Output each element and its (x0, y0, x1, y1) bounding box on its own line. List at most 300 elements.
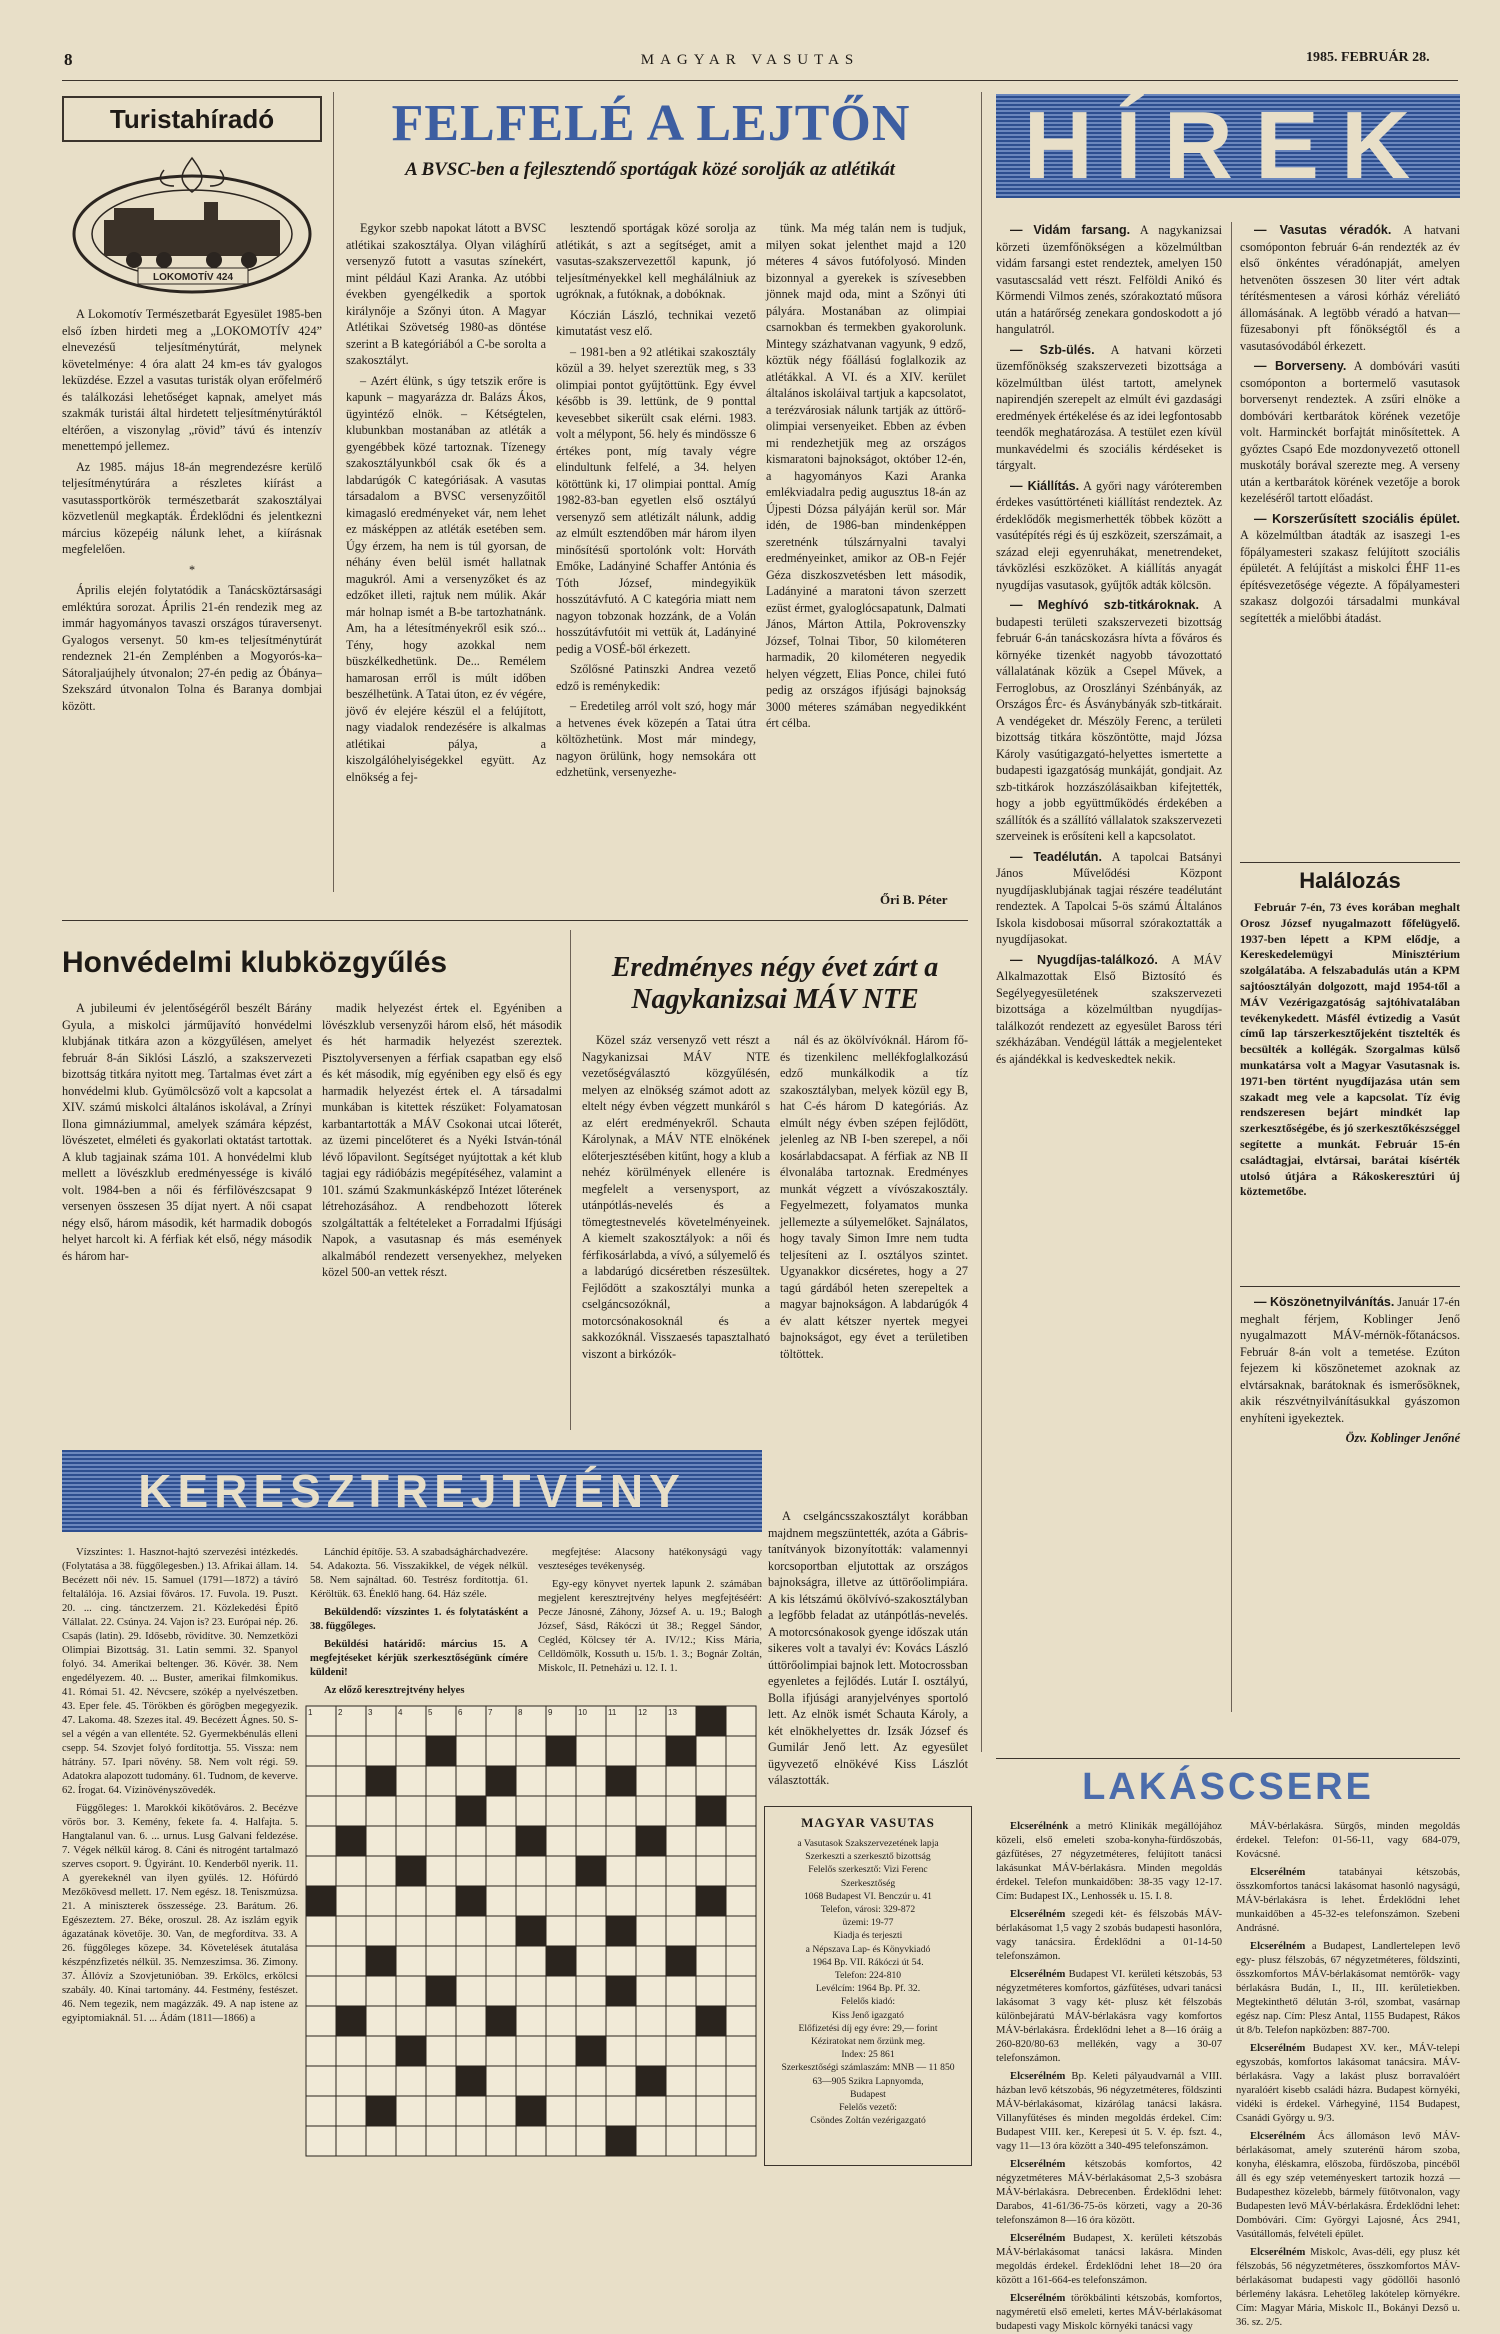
crossword-cell[interactable] (726, 2006, 756, 2036)
crossword-cell[interactable] (726, 1706, 756, 1736)
crossword-grid-svg[interactable] (306, 1706, 756, 2156)
crossword-cell[interactable] (396, 1946, 426, 1976)
crossword-cell[interactable] (456, 1976, 486, 2006)
crossword-cell[interactable] (606, 2096, 636, 2126)
crossword-cell[interactable] (306, 1766, 336, 1796)
crossword-clue-text: Lánchíd építője. 53. A szabadsághárchadvezére. 54. Adakozta. 56. Visszakikkel, de végek nélkül. 58. Nem sajnáltad. 60. Testrész fordítottja. 61. Kéröltük. 63. Éneklő hang. 64. Ház széle. (310, 1547, 528, 1600)
crossword-cell[interactable] (426, 2066, 456, 2096)
crossword-black-cell (696, 1796, 726, 1826)
crossword-cell[interactable] (396, 1886, 426, 1916)
felfele-subtitle: A BVSC-ben a fejlesztendő sportágak közé sorolják az atlétikát (405, 159, 895, 180)
news-title: — Nyugdíjas-találkozó. (1010, 952, 1158, 967)
felfele-paragraph: tünk. Ma még talán nem is tudjuk, milyen sokat jelenthet majd a 120 méteres 4 sávos futófolyosó. Minden bizonnyal a gyerekek is szívesebben jönnek majd oda, mint a Szőnyi úti pályára. Mostanában az olimpiai csarnokban és termekben gyakorolunk. Mintegy százhatvanan vagyunk, 9 edző, köztük négy főállású foglalkozik az atlétákkal. A VI. és a XIV. kerület általános iskoláival tartjuk a kapcsolatot, a terézvárosiak nálunk tartják az úttörő-olimpiai versenyeiket. Ebben az évben mi rendezhetjük meg az országos kismaratoni bajnokságot, október 12-én, a hagyományos Kazi Aranka emlékviadalra pedig augusztus 18-án az Újpesti Dózsa pályáján kerül sor. Már idén, de 1986-ban mindenképpen szeretnénk túlszárnyalni tavalyi eredményeinket, amikor az OB-n Fejér Géza diszkoszvetésben lett második, Ladányiné a maratoni távon szerzett ezüst érmet, gyaloglócsapatunk, Dalmati János, Márton Attila, Pokrovenszky József, Tolnai Tibor, 50 kilométeren harmadik, 20 kilométeren negyedik helyen végzett, Elias Ponce, chilei futó pedig az országos ifjúsági bajnokság 3000 méteres számában negyedikként ért célba. (766, 221, 966, 730)
crossword-clues-1 (62, 1546, 298, 2166)
crossword-black-cell (456, 1796, 486, 1826)
eredmenyes-text: Közel száz versenyző vett részt a Nagykanizsai MÁV NTE vezetőségválasztó közgyűlésén, melyen az elnökség számot adott az eltelt négy évben végzett munkáról s az elért eredményekről. Schauta Károlynak, a MÁV NTE elnökének előterjesztésében kitűnt, hogy a klub a nehéz körülmények ellenére is megfelelt a versenysport, az utánpótlás-nevelés és a tömegtestnevelés követelményeinek. A kiemelt szakosztályok: a női és férfikosárlabda, a vívó, a súlyemelő és a labdarúgó dicséretben részesültek. Fejlődött a szakosztályi munka a cselgáncsozóknál, a motorcsónakosoknál és a sakkozóknál. Visszaesés tapasztalható viszont a birkózók- (582, 1033, 770, 1361)
crossword-cell[interactable] (456, 1946, 486, 1976)
felfele-author: Őri B. Péter (880, 892, 948, 907)
crossword-cell[interactable] (546, 2006, 576, 2036)
crossword-cell[interactable] (726, 1946, 756, 1976)
impresszum-line: Index: 25 861 (841, 2049, 895, 2061)
crossword-grid[interactable] (306, 1706, 756, 2161)
crossword-cell-number: 6 (458, 1708, 463, 1717)
crossword-cell[interactable] (546, 2096, 576, 2126)
impresszum-box (764, 1806, 972, 2166)
crossword-black-cell (456, 1886, 486, 1916)
turista-title-box (62, 96, 322, 142)
crossword-cell-number: 5 (428, 1708, 433, 1717)
impresszum-line: 1068 Budapest VI. Benczúr u. 41 (804, 1890, 932, 1902)
impresszum-line: üzemi: 19-77 (842, 1917, 894, 1929)
crossword-cell[interactable] (486, 1856, 516, 1886)
crossword-black-cell (426, 1976, 456, 2006)
crossword-cell[interactable] (366, 1736, 396, 1766)
crossword-cell[interactable] (606, 2036, 636, 2066)
crossword-cell[interactable] (456, 2126, 486, 2156)
crossword-black-cell (576, 2036, 606, 2066)
crossword-cell[interactable] (456, 1856, 486, 1886)
crossword-cell[interactable] (666, 2126, 696, 2156)
crossword-cell[interactable] (726, 1826, 756, 1856)
crossword-cell[interactable] (336, 2126, 366, 2156)
crossword-cell[interactable] (606, 1856, 636, 1886)
impresszum-line: Kiadja és terjeszti (833, 1930, 903, 1942)
crossword-cell[interactable] (336, 1976, 366, 2006)
hirek-title: HÍREK (1023, 92, 1433, 199)
crossword-cell[interactable] (606, 2006, 636, 2036)
crossword-cell[interactable] (306, 1946, 336, 1976)
honvedelmi-text: madik helyezést értek el. Egyéniben a lövészklub versenyzői három első, hét második és hét harmadik helyezést szereztek. Pisztolyversenyen a férfiak csapatban egy első és két második, míg egyéniben egy első és egy harmadik helyezést értek el. A társadalmi munkában is kitettek részüket: Folyamatosan karbantartották a MÁV Csokonai utcai lőterét, az üzemi pincelőteret és a Nyéki István-tónál lévő lőpavilont. Segítséget nyújtottak a két klub tagjai egy rádióbázis megépítéséhez, valamint a 101. számú Szakmunkásképző Intézet lőterének létrehozásához. A rendbehozott lőterek szolgáltatták a feltételeket a Forradalmi Ifjúsági Napok, a vasutasnap és más események alkalmából rendezett versenyekhez, melyeken közel 500-an vettek részt. (322, 1001, 562, 1279)
crossword-cell[interactable] (636, 1766, 666, 1796)
impresszum-line: Felelős vezető: (839, 2102, 897, 2114)
crossword-cell[interactable] (516, 2006, 546, 2036)
crossword-cell-number: 2 (338, 1708, 343, 1717)
crossword-cell[interactable] (576, 1886, 606, 1916)
crossword-cell[interactable] (486, 1946, 516, 1976)
eredmenyes-text: A cselgáncsszakosztályt korábban majdnem megszüntették, azóta a Gábris-tanítványok bizonyították: valamennyi korcsoportban eljutottak az országos bajnokságra, illetve az úttörőolimpiára. A kis létszámú ökölvívó-szakosztályban a legfőbb feladat az utánpótlás-nevelés. A motorcsónakosok gyenge időszak után sikeres volt a tavalyi év: Kovács László úttörőolimpiai bajnok lett. Motocrossban egyenletes a fejlődés. Lutár I. osztályú, Bolla ifjúsági aranyjelvényes sportoló lett. Az elnök ismét Schauta Károly, a két elnökhelyettes dr. Izsák József és Gumilár Jenő lett. Az egyesület ügyvezető elnökévé Kiss Lászlót választották. (768, 1509, 968, 1787)
ad-head: Elcserélném (1250, 2131, 1306, 2142)
crossword-black-cell (606, 1976, 636, 2006)
crossword-cell[interactable] (336, 2036, 366, 2066)
crossword-cell[interactable] (606, 1796, 636, 1826)
crossword-cell[interactable] (516, 1856, 546, 1886)
felfele-paragraph: – Eredetileg arról volt szó, hogy már a hetvenes évek közepén a Tatai útra költözhetünk. Most már mindegy, nagyon örülünk, hogy nemsokára ott edzhetünk, versenyezhe- (556, 699, 756, 779)
felfele-column-3 (766, 220, 966, 880)
crossword-cell[interactable] (306, 2096, 336, 2126)
crossword-cell[interactable] (426, 1796, 456, 1826)
crossword-cell[interactable] (396, 1826, 426, 1856)
crossword-cell[interactable] (546, 2066, 576, 2096)
crossword-cell[interactable] (576, 2066, 606, 2096)
impresszum-line: a Népszava Lap- és Könyvkiadó (805, 1943, 931, 1955)
crossword-cell[interactable] (366, 2066, 396, 2096)
crossword-cell[interactable] (516, 1976, 546, 2006)
lakascsere-column-2 (1236, 1820, 1460, 2328)
crossword-cell[interactable] (366, 1796, 396, 1826)
crossword-black-cell (666, 1736, 696, 1766)
felfele-paragraph: – Azért élünk, s úgy tetszik erőre is kapunk – magyarázza dr. Balázs Ákos, ügyintéző elnök. – Kétségtelen, klubunkban mostanában az atléták a gyengébbek közé tartoznak. Tízenegy szakosztályunkból csak ők és a labdarúgók C kategóriásak. A vasutas társadalom a BVSC versenyzőitől kimagasló eredményeket vár, nem lehet ez másképpen az atléták esetében sem. Úgy érzem, ha nem is túl gyorsan, de néhány éven belül ismét hallatnak magukról. Ami a versenyzőket és az edzőket illeti, rajtuk nem múlik. Akár már holnap ismét a B-be tartozhatnánk. Am, ha a létesítményekről esik szó... Tény, hogy azokkal nem büszkélkedhetünk. De... Remélem hamarosan erről is múlt időben beszélhetünk. A Tatai úton, ez év végére, jövő év elejére készül el a felújított, nagy viadalok rendezésére is alkalmas atlétikai pálya, a kiszolgálóhelyiségekkel együtt. Az elnökség a fej- (346, 373, 546, 784)
crossword-cell[interactable] (696, 2096, 726, 2126)
news-title: — Szb-ülés. (1010, 342, 1095, 357)
news-text: A tapolcai Batsányi János Művelődési Központ nyugdíjasklubjának tagjai részére teadélutánt rendeztek. A Tapolcai 5-ös számú Általános Iskola kisdobosai műsorral szórakoztatták a nyugdíjasokat. (996, 849, 1222, 946)
crossword-cell[interactable] (636, 1886, 666, 1916)
crossword-cell[interactable] (486, 2066, 516, 2096)
ad-text: MÁV-bérlakásra. Sürgős, minden megoldás érdekel. Telefon: 01-56-11, vagy 684-079, Kovácsné. (1236, 1821, 1460, 1860)
crossword-cell[interactable] (366, 1826, 396, 1856)
crossword-prev-solution: Az előző keresztrejtvény helyes (324, 1685, 465, 1696)
crossword-black-cell (426, 1736, 456, 1766)
crossword-cell[interactable] (636, 1856, 666, 1886)
crossword-cell[interactable] (726, 1766, 756, 1796)
crossword-black-cell (606, 1916, 636, 1946)
crossword-cell[interactable] (396, 2066, 426, 2096)
news-title: — Köszönetnyilvánítás. (1254, 1295, 1395, 1309)
hirek-column-2 (1240, 222, 1460, 862)
ad-head: Elcserélném (1010, 2233, 1066, 2244)
crossword-cell[interactable] (396, 1916, 426, 1946)
crossword-cell[interactable] (426, 1766, 456, 1796)
honvedelmi-text: A jubileumi év jelentőségéről beszélt Bárány Gyula, a miskolci járműjavító honvédelmi klubjának titkára azon a közgyűlésen, amelyet február 8-án Siklósi László, a szakszervezeti bizottság titkára nyitott meg. Tartalmas évet zárt a honvédelmi klub. Gyümölcsöző volt a kapcsolat a XIV. számú miskolci általános iskolával, a Zrínyi Ilona gimnáziummal, amelyek számára képzést, lövészetet, elméleti és gyakorlati oktatást tartottak. A klub tagjainak száma 101. A honvédelmi klub mellett a lövészklub eredményessége is kiváló volt. 1984-ben a női és férfilövészcsapat 9 versenyen összesen 35 díjat nyert. A női csapat négy első, három második, két harmadik dobogós helyet harcolt ki. A férfiak két első, négy második és három har- (62, 1001, 312, 1263)
crossword-cell[interactable] (516, 1766, 546, 1796)
crossword-cell[interactable] (606, 1736, 636, 1766)
section-rule (1240, 1286, 1460, 1287)
crossword-cell[interactable] (456, 1826, 486, 1856)
crossword-black-cell (546, 1946, 576, 1976)
crossword-cell[interactable] (546, 1826, 576, 1856)
crossword-cell[interactable] (396, 2096, 426, 2126)
crossword-cell[interactable] (726, 1856, 756, 1886)
crossword-cell[interactable] (666, 2036, 696, 2066)
crossword-cell-number: 7 (488, 1708, 493, 1717)
crossword-black-cell (306, 1886, 336, 1916)
crossword-cell[interactable] (636, 1916, 666, 1946)
news-title: — Vidám farsang. (1010, 223, 1131, 237)
crossword-black-cell (366, 1946, 396, 1976)
issue-date: 1985. FEBRUÁR 28. (1306, 50, 1430, 65)
crossword-cell[interactable] (516, 2036, 546, 2066)
crossword-black-cell (666, 1946, 696, 1976)
ad-head: Elcserélném (1010, 1969, 1066, 1980)
crossword-cell[interactable] (636, 1976, 666, 2006)
crossword-black-cell (696, 1886, 726, 1916)
turista-paragraph: A Lokomotív Természetbarát Egyesület 1985-ben első ízben hirdeti meg a „LOKOMOTÍV 424” elnevezésű teljesítménytúrát, melynek követelménye: 4 óra alatt 24 km-es táv gyalogos leküzdése. Ezzel a vasutas turisták olyan erőfelmérő és találkozási lehetőséget kapnak, amelyet más szakmák turistái által hirdetett teljesítménytúráktól eltérően, a viszonylag „rövid” távú és intenzív menettempó jellemez. (62, 307, 322, 453)
crossword-cell[interactable] (606, 2066, 636, 2096)
crossword-cell[interactable] (336, 1766, 366, 1796)
crossword-cell[interactable] (366, 2126, 396, 2156)
crossword-cell[interactable] (636, 2006, 666, 2036)
koszonet-signature: Özv. Koblinger Jenőné (1345, 1431, 1460, 1445)
crossword-cell[interactable] (456, 2096, 486, 2126)
impresszum-line: Kéziratokat nem őrzünk meg. (810, 2036, 925, 2048)
crossword-cell[interactable] (546, 1796, 576, 1826)
crossword-cell[interactable] (336, 1886, 366, 1916)
crossword-black-cell (336, 2006, 366, 2036)
crossword-cell[interactable] (606, 1886, 636, 1916)
ad-head: Elcserélném (1010, 2071, 1066, 2082)
impresszum-line: Szerkeszti a szerkesztő bizottság (805, 1851, 931, 1863)
ad-head: Elcserélném (1250, 1867, 1306, 1878)
crossword-cell[interactable] (576, 2126, 606, 2156)
crossword-cell[interactable] (336, 1736, 366, 1766)
ad-text: a Budapest, Landlertelepen levő egy- plusz félszobás, 67 négyzetméteres, földszinti, összkomfortos MÁV-bérlakásomat nemtörők- vagy bérlakásra Budán, I., II., III. kerületiekben. Megtekinthető délután 3-ról, szombat, vasárnap egész nap. Cím: Plesz Antal, 1155 Budapest, Rákos út 8/b. Telefon napközben: 887-700. (1236, 1941, 1460, 2036)
crossword-instruction: Beküldendő: vízszintes 1. és folytatásként a 38. függőleges. (310, 1607, 528, 1632)
crossword-cell[interactable] (306, 2036, 336, 2066)
crossword-cell[interactable] (636, 2096, 666, 2126)
crossword-cell[interactable] (486, 1796, 516, 1826)
crossword-cell[interactable] (696, 1736, 726, 1766)
crossword-cell[interactable] (666, 1856, 696, 1886)
crossword-cell[interactable] (696, 2126, 726, 2156)
impresszum-line: Csöndes Zoltán vezérigazgató (810, 2115, 926, 2127)
honvedelmi-column-1 (62, 1000, 312, 1432)
felfele-paragraph: – 1981-ben a 92 atlétikai szakosztály közül a 39. helyet szereztük meg, s 33 olimpiai pontot gyűjtöttünk. Egy évvel később is 39. lettünk, de 9 ponttal kevesebbet sikerült csak elérni. 1983. volt a mélypont, 56. hely és mindössze 6 értékes pont, míg tavaly végre elindultunk felfelé, a 34. helyen kötöttünk ki, 17 olimpiai ponttal. Amíg 1982-83-ban egyetlen első osztályú versenyző sem atlétizált nálunk, addig az elmúlt esztendőben már három ilyen minősítésű sportolónk volt: Horváth Emőke, Ladányiné Schaffer Antónia és Tóth József, mindegyikük hosszútávfutó. A C kategória miatt nem nagyon tobzonak hozzánk, de a Volán hosszútávfutóit mi vettük át, Ladányiné pedig a VOSÉ-ből érkezett. (556, 344, 756, 656)
impresszum-line: Szerkesztőség (840, 1877, 896, 1889)
crossword-cell[interactable] (306, 1916, 336, 1946)
crossword-cell[interactable] (396, 1976, 426, 2006)
crossword-cell[interactable] (636, 2036, 666, 2066)
crossword-cell[interactable] (306, 2006, 336, 2036)
crossword-cell[interactable] (696, 1766, 726, 1796)
crossword-cell[interactable] (306, 2126, 336, 2156)
crossword-cell[interactable] (306, 2066, 336, 2096)
crossword-cell[interactable] (486, 1826, 516, 1856)
crossword-black-cell (606, 1766, 636, 1796)
crossword-cell[interactable] (306, 1736, 336, 1766)
masthead: MAGYAR VASUTAS (640, 52, 860, 68)
crossword-cell[interactable] (426, 1886, 456, 1916)
news-title: — Borverseny. (1254, 359, 1347, 373)
eredmenyes-text: nál és az ökölvívóknál. Három fő- és tizenkilenc mellékfoglalkozású edző munkálkodik a tíz szakosztályban, melyek közül egy B, hat C-és három D kategóriás. Az elmúlt négy évben szépen fejlődött, jelenleg az NB I-ben szerepel, a női kosárlabdacsapat. A férfiak az NB II élvonalába tartoznak. Eredményes munkát végzett a vívószakosztály. Fegyelmezett, folyamatos munka jellemezte a súlyemelőket. Sajnálatos, hogy tavaly Simon Imre nem tudta teljesíteni az I. osztályos szintet. Ugyanakkor dicséretes, hogy a 27 tagú gárdából heten szerepeltek a magyar bajnokságon. A labdarúgók 4 év alatt kétszer nyertek megyei bajnokságot, egy évet a területiben töltöttek. (780, 1033, 968, 1361)
crossword-cell[interactable] (546, 1976, 576, 2006)
crossword-cell-number: 4 (398, 1708, 403, 1717)
crossword-cell[interactable] (726, 1976, 756, 2006)
crossword-cell[interactable] (666, 2006, 696, 2036)
crossword-cell-number: 11 (608, 1708, 617, 1717)
crossword-cell[interactable] (426, 2096, 456, 2126)
news-text: A győri nagy váróteremben érdekes vasúttörténeti kiállítást rendeztek. Az érdeklődők megismerhették többek között a vasútépítés régi és új eszközeit, szerszámait, a század eleji egyenruhákat, menetrendeket, távközlési eszközöket. A kiállítás anyagát nyugdíjas vasutasok, gyűjtők adták kölcsön. (996, 478, 1222, 592)
crossword-cell[interactable] (696, 2066, 726, 2096)
crossword-cell[interactable] (426, 1916, 456, 1946)
impresszum-line: Kiss Jenő igazgató (832, 2009, 904, 2021)
crossword-cell[interactable] (426, 1856, 456, 1886)
impresszum-line: Előfizetési díj egy évre: 29,— forint (798, 2022, 938, 2034)
crossword-cell[interactable] (546, 1916, 576, 1946)
crossword-black-cell (366, 1766, 396, 1796)
crossword-black-cell (546, 1736, 576, 1766)
crossword-cell[interactable] (426, 2006, 456, 2036)
koszonet-body (1240, 1294, 1460, 1564)
ad-text: Budapest VI. kerületi kétszobás, 53 négyzetméteres komfortos, gázfűtéses, udvari tanácsi lakásomat 3 vagy két- plusz két félszobás különbejáratú MÁV-bérlakásra vagy komfortos MÁV-bérlakásra. Érdeklődni lehet a 8—16 óráig a 260-820/80-63 mellékén, vagy a 30-07 telefonszámon. (996, 1969, 1222, 2064)
eredmenyes-column-2 (780, 1032, 968, 1502)
crossword-cell[interactable] (546, 1886, 576, 1916)
crossword-cell[interactable] (486, 2126, 516, 2156)
crossword-cell[interactable] (726, 1886, 756, 1916)
crossword-cell[interactable] (486, 2036, 516, 2066)
crossword-cell[interactable] (576, 2096, 606, 2126)
section-rule (62, 920, 968, 921)
crossword-cell[interactable] (366, 1916, 396, 1946)
crossword-cell[interactable] (426, 2036, 456, 2066)
crossword-black-cell (396, 1856, 426, 1886)
honvedelmi-column-2 (322, 1000, 562, 1432)
crossword-cell[interactable] (336, 2066, 366, 2096)
crossword-cell[interactable] (666, 1766, 696, 1796)
crossword-cell[interactable] (366, 2006, 396, 2036)
crossword-cell[interactable] (576, 1736, 606, 1766)
turista-paragraph: Az 1985. május 18-án megrendezésre kerülő teljesítménytúrára a részletes kiírást a vasutassportkörök természetbarát szakosztályai közvetlenül megkapták. Érdeklődni és jelentkezni március közepéig nálunk lehet, a kiírásnak megfelelően. (62, 459, 322, 556)
crossword-winners: Egy-egy könyvet nyertek lapunk 2. számában megjelent keresztrejtvény helyes megfejtéséért: Pecze Jánosné, Záhony, József A. u. 19.; Balogh József, Sásd, Rákóczi út 38.; Reggel Sándor, Cegléd, Kölcsey tér A. IV/12.; Kiss Mária, Celldömölk, Kossuth u. 15/b. 1. 3.; Bognár Zoltán, Miskolc, II. Petneházi u. 12. I. 1. (538, 1579, 762, 1674)
crossword-cell[interactable] (696, 1976, 726, 2006)
crossword-cell[interactable] (576, 1766, 606, 1796)
news-text: A budapesti területi szakszervezeti bizottság február 6-án tanácskozásra hívta a főváros és környéke tizenkét nagyobb távozottató vállalatának közük a Csepel Művek, a Ferroglobus, az Oroszlányi Szénbányák, az Országos Érc- és Ásványbányák szb-titkárait. A vendégeket dr. Mészöly Ferenc, a területi bizottság titkára köszöntötte, majd Józsa Károly vasútigazgató-helyettes ismertette a budapesti igazgatóság munkáját, gondjait. Az szb-titkárok hozzászólásaikban kifejtették, hogy a jobb együttműködés érdekében a szállítók és a szállító vállalatok szakszervezeti szerveinek is erősíteni kell a kapcsolatot. (996, 598, 1222, 843)
crossword-cell[interactable] (606, 1946, 636, 1976)
crossword-cell[interactable] (516, 2066, 546, 2096)
news-title: — Kiállítás. (1010, 478, 1080, 493)
crossword-cell[interactable] (666, 2066, 696, 2096)
crossword-cell[interactable] (666, 1976, 696, 2006)
crossword-cell[interactable] (576, 1976, 606, 2006)
crossword-cell[interactable] (306, 1826, 336, 1856)
crossword-cell[interactable] (396, 1736, 426, 1766)
crossword-cell[interactable] (696, 1826, 726, 1856)
crossword-cell[interactable] (666, 2096, 696, 2126)
crossword-cell[interactable] (396, 2126, 426, 2156)
crossword-cell[interactable] (516, 2126, 546, 2156)
news-text: A hatvani csomóponton február 6-án rendezték az év első önkéntes véradónapját, amelyen hetvenöten összesen 30 liter vért adtak térítésmentesen a városi kórház véreliátó állomásának. A legtöbb véradó a hatvan—füzesabonyi pft főnökségtől és a vasutasóvodából érkezett. (1240, 223, 1460, 353)
news-title: — Korszerűsített szociális épület. (1254, 511, 1460, 526)
crossword-black-cell (696, 2006, 726, 2036)
crossword-cell[interactable] (396, 1796, 426, 1826)
crossword-black-cell (456, 2066, 486, 2096)
crossword-cell[interactable] (456, 2036, 486, 2066)
impresszum-line: Budapest (850, 2088, 886, 2100)
news-text: A dombóvári vasúti csomóponton a bortermelő vasutasok borversenyt rendeztek. A zsűri elnöke a dombóvári kertbarátok körének vezetője volt. Harminckét borfajtát minősítettek. A győztes Csapó Ede mozdonyvezető ottonell muskotály borával szerezte meg. A verseny után a kertbarátok körének vezetője a borok kezeléséről tartott előadást. (1240, 359, 1460, 505)
crossword-cell[interactable] (726, 1916, 756, 1946)
crossword-cell[interactable] (366, 1886, 396, 1916)
news-text: A hatvani körzeti üzemfőnökség szakszervezeti bizottsága a közelmúltban ülést tartott, amelynek napirendjén szerepelt az elmúlt évi gazdasági eredmények értékelése és az idei legfontosabb teendők meghatározása. A testület ezen kívül munkavédelmi és szociális kérdéseket is tárgyalt. (996, 342, 1223, 472)
crossword-cell[interactable] (456, 1736, 486, 1766)
ad-text: Budapest, X. kerületi kétszobás MÁV-bérlakásomat tanácsi lakásra. Minden megoldás érdekel. Érdeklődni lehet 18—20 óra között a 161-664-es telefonszámon. (996, 2233, 1222, 2286)
ad-head: Elcserélném (1250, 2247, 1306, 2258)
crossword-cell[interactable] (576, 1916, 606, 1946)
crossword-cell[interactable] (576, 2006, 606, 2036)
crossword-cell[interactable] (636, 1736, 666, 1766)
crossword-cell[interactable] (696, 1916, 726, 1946)
crossword-cell[interactable] (726, 2036, 756, 2066)
crossword-cell[interactable] (726, 1796, 756, 1826)
felfele-paragraph: Egykor szebb napokat látott a BVSC atlétikai szakosztálya. Olyan világhírű versenyző futott a vasutas színekért, mint például Kazi Aranka. Az utóbbi években gyengélkedik a sportok királynője a Szőnyi úton. A Magyar Atlétikai Szövetség 1980-as döntése szerint a B kategóriából a C-be sorolta a szakosztályt. (346, 221, 546, 367)
crossword-cell[interactable] (426, 1826, 456, 1856)
impresszum-line: 63—905 Szikra Lapnyomda, (812, 2075, 924, 2087)
separator: * (188, 562, 196, 577)
halalozas-title: Halálozás (1299, 868, 1401, 893)
ad-head: Elcserélném (1250, 2043, 1306, 2054)
crossword-cell[interactable] (546, 2126, 576, 2156)
crossword-cell[interactable] (396, 1766, 426, 1796)
impresszum-line: Szerkesztőségi számlaszám: MNB — 11 850 (781, 2062, 955, 2074)
crossword-cell[interactable] (726, 2126, 756, 2156)
ad-text: Miskolc, Avas-déli, egy plusz két félszobás, 56 négyzetméteres, összkomfortos MÁV-bérlakásomat budapesti vagy gödöllői hasonló bérlemény lakásra. Lehetőleg lakótelep környékre. Cím: Magyar Mária, Miskolc II., Bokányi Dezső u. 36. sz. 2/5. (1236, 2247, 1460, 2328)
crossword-cell[interactable] (546, 1856, 576, 1886)
crossword-cell[interactable] (456, 1766, 486, 1796)
crossword-cell[interactable] (546, 1766, 576, 1796)
crossword-cell[interactable] (516, 1886, 546, 1916)
crossword-black-cell (576, 1856, 606, 1886)
crossword-cell[interactable] (696, 1856, 726, 1886)
crossword-black-cell (606, 2126, 636, 2156)
crossword-cell[interactable] (606, 1826, 636, 1856)
news-text: Január 17-én meghalt férjem, Koblinger Jenő nyugalmazott MÁV-mérnök-főtanácsos. Február 8-án volt a temetése. Ezúton fejezem ki köszönetemet azoknak az elvtársaknak, barátoknak és ismerősöknek, akik részvétnyilvánításukkal gyászomon enyhíteni igyekeztek. (1240, 1295, 1460, 1425)
crossword-cell[interactable] (396, 2006, 426, 2036)
crossword-cell[interactable] (486, 1916, 516, 1946)
crossword-cell[interactable] (696, 1946, 726, 1976)
crossword-cell[interactable] (516, 1946, 546, 1976)
crossword-cell[interactable] (366, 1976, 396, 2006)
crossword-cell[interactable] (366, 2036, 396, 2066)
halalozas-body (1240, 900, 1460, 1280)
column-rule (570, 930, 571, 1430)
crossword-cell[interactable] (726, 1736, 756, 1766)
news-title: — Teadélután. (1010, 849, 1102, 864)
crossword-cell[interactable] (636, 1946, 666, 1976)
crossword-cell[interactable] (336, 1856, 366, 1886)
news-title: — Vasutas véradók. (1254, 223, 1392, 237)
crossword-cell[interactable] (666, 1886, 696, 1916)
crossword-cell[interactable] (486, 2096, 516, 2126)
crossword-cell[interactable] (426, 2126, 456, 2156)
crossword-cell[interactable] (666, 1796, 696, 1826)
eredmenyes-column-1 (582, 1032, 770, 1502)
crossword-cell[interactable] (336, 1916, 366, 1946)
crossword-cell[interactable] (546, 2036, 576, 2066)
ad-text: szegedi két- és félszobás MÁV-bérlakásomat 1,5 vagy 2 szobás budapesti hasonlóra, vagy tanácsira. Érdeklődni a 01-14-50 telefonszámon. (996, 1909, 1222, 1962)
felfele-paragraph: Szőlősné Patinszki Andrea vezető edző is reménykedik: (556, 662, 756, 693)
crossword-cell[interactable] (576, 1796, 606, 1826)
crossword-cell[interactable] (636, 1796, 666, 1826)
lakascsere-column-1 (996, 1820, 1222, 2332)
crossword-cell[interactable] (576, 1946, 606, 1976)
crossword-cell[interactable] (726, 2096, 756, 2126)
crossword-cell[interactable] (456, 1916, 486, 1946)
crossword-cell[interactable] (486, 1976, 516, 2006)
felfele-title: FELFELÉ A LEJTŐN (391, 95, 911, 152)
crossword-cell[interactable] (666, 1916, 696, 1946)
crossword-cell[interactable] (306, 1976, 336, 2006)
honvedelmi-title: Honvédelmi klubközgyűlés (62, 946, 448, 979)
ad-head: Elcserélném (1010, 2293, 1066, 2304)
crossword-cell[interactable] (336, 1946, 366, 1976)
crossword-cell[interactable] (486, 1886, 516, 1916)
crossword-cell[interactable] (516, 1736, 546, 1766)
crossword-cell[interactable] (666, 1826, 696, 1856)
crossword-cell[interactable] (696, 2036, 726, 2066)
crossword-black-cell (636, 1826, 666, 1856)
crossword-cell[interactable] (306, 1796, 336, 1826)
crossword-cell[interactable] (516, 1796, 546, 1826)
crossword-cell[interactable] (336, 1796, 366, 1826)
page-number: 8 (64, 50, 73, 69)
crossword-cell[interactable] (486, 1736, 516, 1766)
ad-text: kétszobás komfortos, 42 négyzetméteres MÁV-bérlakásomat 2,5-3 szobásra MÁV-bérlakásra. Debrecenben. Érdeklődni lehet: Darabos, 41-61/36-75-ös körzeti, vagy a 20-36 telefonszámon 8—16 óra között. (996, 2159, 1222, 2226)
crossword-cell[interactable] (426, 1946, 456, 1976)
crossword-cell[interactable] (726, 2066, 756, 2096)
crossword-cell[interactable] (366, 1856, 396, 1886)
crossword-cell[interactable] (636, 2126, 666, 2156)
crossword-cell[interactable] (336, 2096, 366, 2126)
crossword-cell[interactable] (306, 1856, 336, 1886)
crossword-cell[interactable] (576, 1826, 606, 1856)
crossword-cell[interactable] (456, 2006, 486, 2036)
